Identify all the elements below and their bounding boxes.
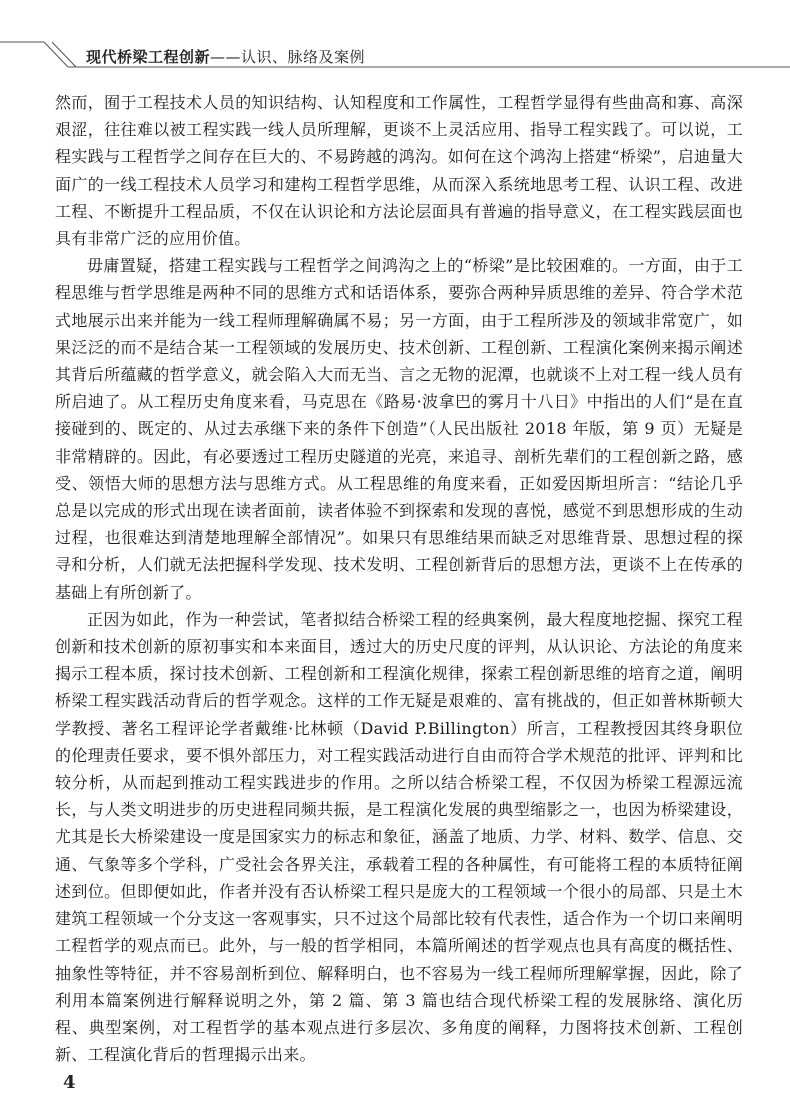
title-dash: —— <box>210 48 242 66</box>
running-title <box>86 46 365 67</box>
paragraph: 然而，囿于工程技术人员的知识结构、认知程度和工作属性，工程哲学显得有些曲高和寡、高深艰涩，往往难以被工程实践一线人员所理解，更谈不上灵活应用、指导工程实践了。可以说，工程实践与工程哲学之间存在巨大的、不易跨越的鸿沟。如何在这个鸿沟上搭建“桥梁”，启迪量大面广的一线工程技术人员学习和建构工程哲学思维，从而深入系统地思考工程、认识工程、改进工程、不断提升工程品质，不仅在认识论和方法论层面具有普遍的指导意义，在工程实践层面也具有非常广泛的应用价值。 <box>55 93 743 249</box>
book-title: 现代桥梁工程创新 <box>86 48 211 66</box>
paragraph: 正因为如此，作为一种尝试，笔者拟结合桥梁工程的经典案例，最大程度地挖掘、探究工程创新和技术创新的原初事实和本来面目，透过大的历史尺度的评判，从认识论、方法论的角度来揭示工程本质，探讨技术创新、工程创新和工程演化规律，探索工程创新思维的培育之道，阐明桥梁工程实践活动背后的哲学观念。这样的工作无疑是艰难的、富有挑战的，但正如普林斯顿大学教授、著名工程评论学者戴维·比林顿（David P.Billington）所言，工程教授因其终身职位的伦理责任要求，要不惧外部压力，对工程实践活动进行自由而符合学术规范的批评、评判和比较分析，从而起到推动工程实践进步的作用。之所以结合桥梁工程，不仅因为桥梁工程源远流长，与人类文明进步的历史进程同频共振，是工程演化发展的典型缩影之一，也因为桥梁建设，尤其是长大桥梁建设一度是国家实力的标志和象征，涵盖了地质、力学、材料、数学、信息、交通、气象等多个学科，广受社会各界关注，承载着工程的各种属性，有可能将工程的本质特征阐述到位。但即便如此，作者并没有否认桥梁工程只是庞大的工程领域一个很小的局部、只是土木建筑工程领域一个分支这一客观事实，只不过这个局部比较有代表性，适合作为一个切口来阐明工程哲学的观点而已。此外，与一般的哲学相同，本篇所阐述的哲学观点也具有高度的概括性、抽象性等特征，并不容易剖析到位、解释明白，也不容易为一线工程师所理解掌握，因此，除了利用本篇案例进行解释说明之外，第 2 篇、第 3 篇也结合现代桥梁工程的发展脉络、演化历程、典型案例，对工程哲学的基本观点进行多层次、多角度的阐释，力图将技术创新、工程创新、工程演化背后的哲理揭示出来。 <box>55 609 743 1065</box>
page-number: 4 <box>63 1072 76 1093</box>
paragraph: 毋庸置疑，搭建工程实践与工程哲学之间鸿沟之上的“桥梁”是比较困难的。一方面，由于工程思维与哲学思维是两种不同的思维方式和话语体系，要弥合两种异质思维的差异、符合学术范式地展示出来并能为一线工程师理解确属不易；另一方面，由于工程所涉及的领域非常宽广，如果泛泛的而不是结合某一工程领域的发展历史、技术创新、工程创新、工程演化案例来揭示阐述其背后所蕴藏的哲学意义，就会陷入大而无当、言之无物的泥潭，也就谈不上对工程一线人员有所启迪了。从工程历史角度来看，马克思在《路易·波拿巴的雾月十八日》中指出的人们“是在直接碰到的、既定的、从过去承继下来的条件下创造”（人民出版社 2018 年版，第 9 页）无疑是非常精辟的。因此，有必要透过工程历史隧道的光亮，来追寻、剖析先辈们的工程创新之路，感受、领悟大师的思想方法与思维方式。从工程思维的角度来看，正如爱因斯坦所言：“结论几乎总是以完成的形式出现在读者面前，读者体验不到探索和发现的喜悦，感觉不到思想形成的生动过程，也很难达到清楚地理解全部情况”。如果只有思维结果而缺乏对思维背景、思想过程的探寻和分析，人们就无法把握科学发现、技术发明、工程创新背后的思想方法，更谈不上在传承的基础上有所创新了。 <box>55 256 743 602</box>
running-header <box>0 0 790 70</box>
body-text <box>55 89 743 1068</box>
book-subtitle: 认识、脉络及案例 <box>241 48 366 66</box>
